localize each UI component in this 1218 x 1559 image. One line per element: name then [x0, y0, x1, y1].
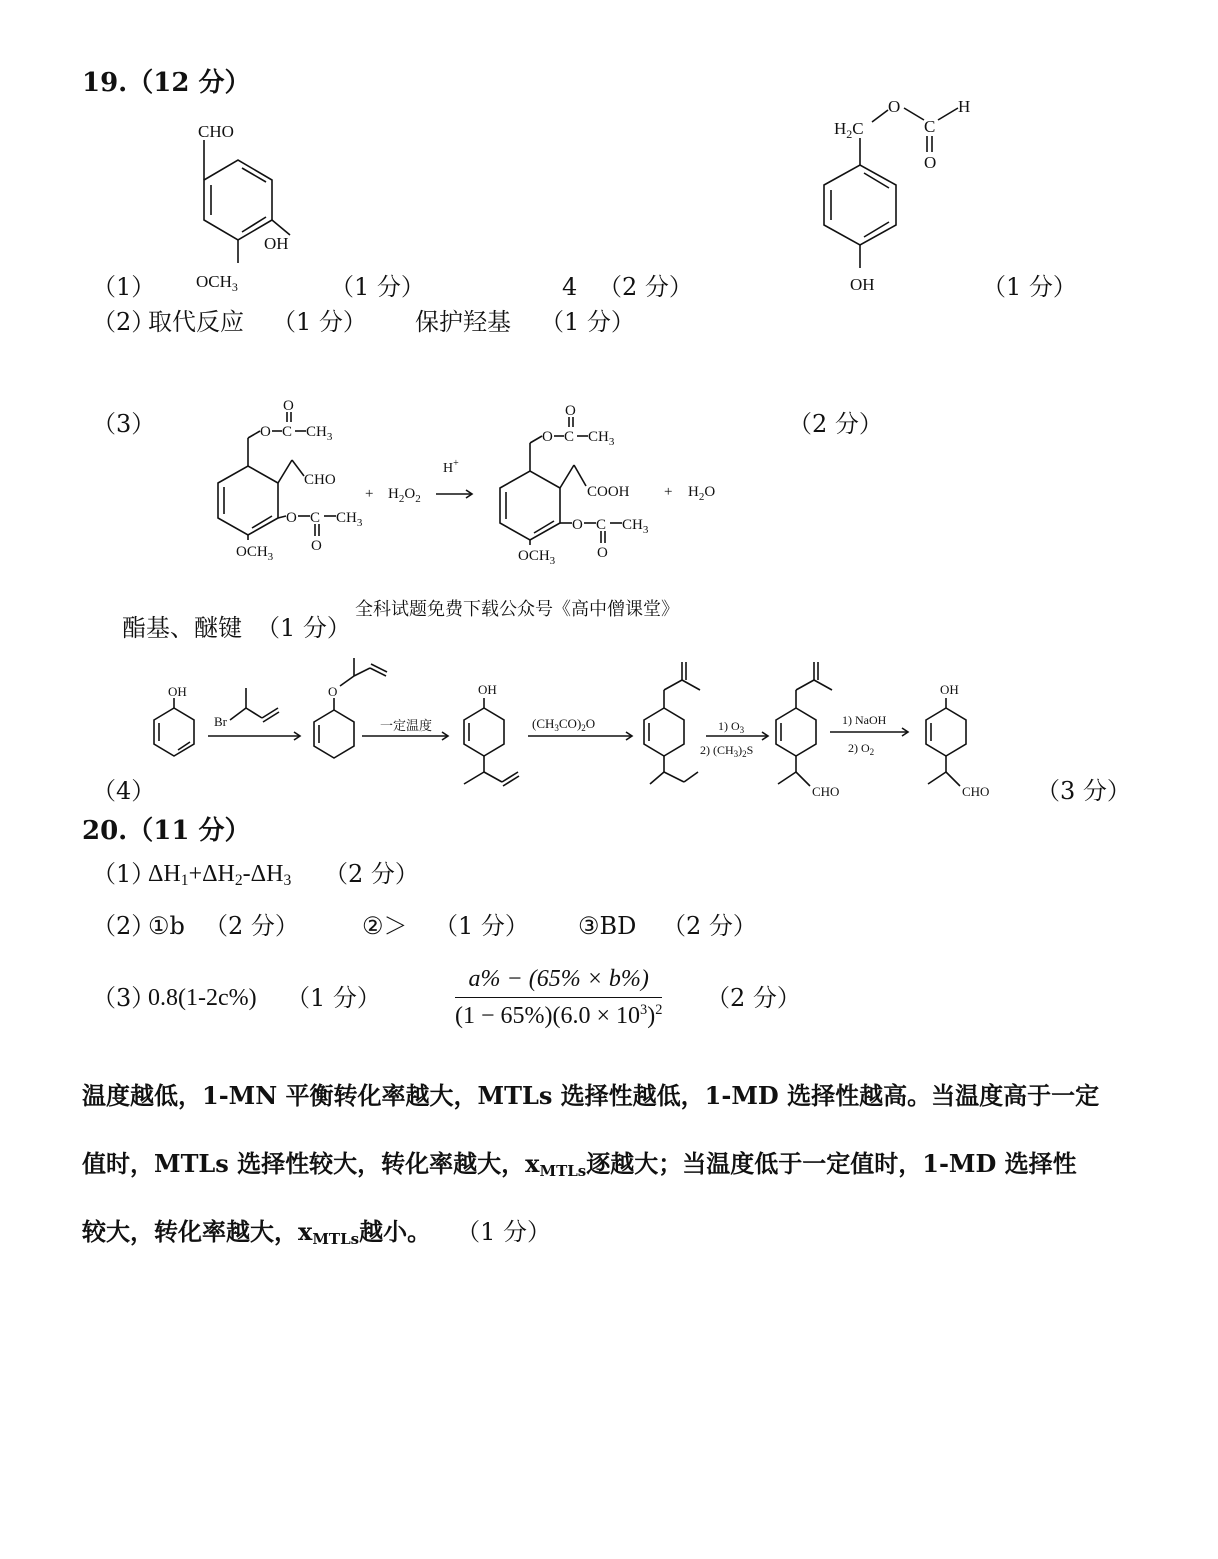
svg-text:CH3: $CH_3$ — [622, 517, 649, 536]
q19-p4-num: （4） — [92, 777, 156, 805]
q20-p2-a2: ②＞ — [362, 912, 408, 940]
structure-hydroxybenzyl-formate — [800, 90, 1000, 300]
svg-text:1) NaOH: 1) NaOH — [842, 713, 887, 727]
svg-text:H+: H+ — [443, 458, 459, 476]
svg-text:CH3: $CH_3$ — [306, 424, 333, 443]
q20-p3-num: （3） — [92, 984, 156, 1012]
q20-explanation-line3: 较大，转化率越大，$x_{MTLs}$越小。 （1 分） — [82, 1217, 552, 1248]
q19-p1-answer2: 4 — [562, 273, 578, 301]
q20-p1-num: （1） — [92, 860, 156, 888]
q19-p3-score: （2 分） — [788, 410, 883, 438]
carbonyl-c-label: C — [924, 117, 936, 136]
svg-text:Br: Br — [214, 714, 227, 729]
q19-p1-score1: （1 分） — [330, 273, 425, 301]
synthesis-route — [130, 640, 1030, 805]
svg-text:+: + — [365, 486, 374, 502]
svg-text:O: O — [328, 684, 338, 699]
h-label: H — [958, 97, 971, 116]
q19-p2-text2: 保护羟基 — [415, 308, 511, 336]
q20-explanation-line1: 温度越低，1-MN 平衡转化率越大，MTLs 选择性越低，1-MD 选择性越高。当温度高于一定 — [82, 1081, 1100, 1110]
q20-p3-expr: 0.8(1-2c%) — [148, 985, 257, 1011]
q19-p3-num: （3） — [92, 410, 156, 438]
svg-text:O: O — [260, 424, 271, 440]
svg-text:COOH: COOH — [587, 484, 630, 500]
svg-text:H2O: $H_2O$ — [688, 484, 716, 503]
svg-text:CHO: CHO — [304, 472, 336, 488]
q19-p1-score2: （2 分） — [598, 273, 693, 301]
h2c-label: $H_2C$ — [834, 119, 864, 141]
svg-text:O: O — [572, 517, 583, 533]
svg-text:OH: OH — [478, 682, 497, 697]
svg-text:2) (CH3)2S: 2) $(CH_3)_2S$ — [700, 743, 754, 759]
oh-label: OH — [264, 234, 289, 253]
q20-p3-fraction: $\frac{a\% - (65\% \times b\%)}{(1 - 65\%)(6.0 \times 10^3)^2}$ — [455, 966, 663, 1029]
q19-p4-score: （3 分） — [1036, 777, 1131, 805]
svg-text:H2O2: $H_2O_2$ — [388, 486, 421, 505]
q20-p1-answer: $\Delta H_1+\Delta H_2-\Delta H_3$ — [148, 861, 292, 889]
q20-p1-score: （2 分） — [324, 860, 419, 888]
q20-explanation-line2: 值时，MTLs 选择性较大，转化率越大，$x_{MTLs}$逐越大；当温度低于一定值时，1-MD 选择性 — [82, 1149, 1077, 1180]
svg-text:CHO: CHO — [962, 784, 990, 799]
q19-p3-groups-score: （1 分） — [256, 614, 351, 642]
ether-o-label: O — [888, 97, 901, 116]
cho-label: CHO — [198, 122, 234, 141]
q19-p2-text1: 取代反应 — [148, 308, 244, 336]
q19-p3-groups: 酯基、醚键 — [122, 614, 242, 642]
q20-p3-s1: （1 分） — [286, 984, 381, 1012]
svg-text:OH: OH — [168, 684, 187, 699]
q19-p2-num: （2） — [92, 308, 156, 336]
watermark-text: 全科试题免费下载公众号《高中僧课堂》 — [355, 599, 679, 620]
svg-text:O: O — [283, 398, 294, 414]
svg-text:1) O3: 1) $O_3$ — [718, 719, 745, 735]
q20-p2-s1: （2 分） — [204, 912, 299, 940]
svg-text:C: C — [564, 429, 575, 445]
q20-p2-s3: （2 分） — [662, 912, 757, 940]
svg-text:一定温度: 一定温度 — [380, 718, 433, 733]
q19-p1-num: （1） — [92, 273, 156, 301]
q19-heading: 19.（12 分） — [82, 68, 251, 98]
q19-p2-score2: （1 分） — [540, 308, 635, 336]
svg-text:O: O — [311, 538, 322, 554]
structure-isovanillin — [150, 115, 330, 305]
svg-text:OCH3: $OCH_3$ — [518, 548, 556, 567]
svg-text:(CH3CO)2O: $(CH_3CO)_2O$ — [532, 716, 596, 733]
svg-text:O: O — [565, 403, 576, 419]
svg-text:2) O2: 2) $O_2$ — [848, 741, 875, 757]
svg-text:C: C — [310, 510, 321, 526]
svg-text:+: + — [664, 484, 673, 500]
svg-text:C: C — [282, 424, 293, 440]
oh-label-2: OH — [850, 275, 875, 294]
q20-p2-s2: （1 分） — [434, 912, 529, 940]
q20-p2-a3: ③BD — [578, 912, 637, 940]
svg-text:OH: OH — [940, 682, 959, 697]
q20-heading: 20.（11 分） — [82, 816, 251, 846]
svg-text:OCH3: $OCH_3$ — [236, 544, 274, 563]
svg-text:CH3: $CH_3$ — [588, 429, 615, 448]
svg-text:O: O — [542, 429, 553, 445]
q20-p2-num: （2） — [92, 912, 156, 940]
q19-p1-score3: （1 分） — [982, 273, 1077, 301]
q20-p2-a1: ①b — [148, 912, 185, 940]
svg-text:CHO: CHO — [812, 784, 840, 799]
svg-text:C: C — [596, 517, 607, 533]
svg-text:O: O — [597, 545, 608, 561]
svg-text:O: O — [286, 510, 297, 526]
q20-p3-s2: （2 分） — [706, 984, 801, 1012]
svg-text:CH3: $CH_3$ — [336, 510, 363, 529]
och3-label: $OCH_3$ — [196, 272, 238, 294]
carbonyl-o-label: O — [924, 153, 937, 172]
q19-p2-score1: （1 分） — [272, 308, 367, 336]
reaction-oxidation — [200, 398, 740, 568]
